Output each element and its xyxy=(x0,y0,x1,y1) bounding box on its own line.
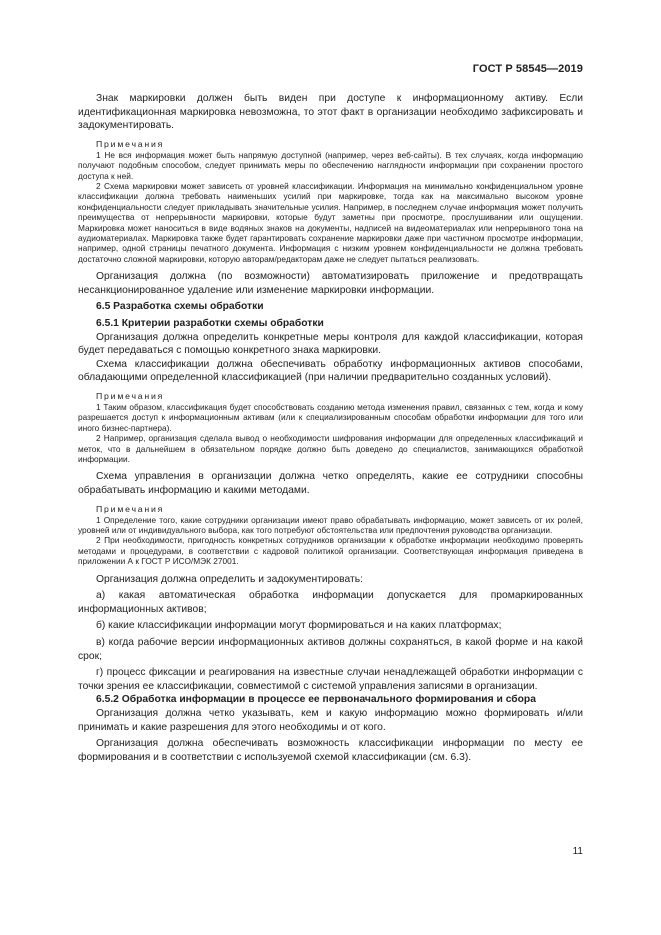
notes-title: Примечания xyxy=(96,138,165,149)
paragraph-who-can-form: Организация должна четко указывать, кем и какую информацию можно формировать и/или принимать и какие разрешения для этого необходимы и от кого. xyxy=(78,708,583,733)
paragraph-define-document: Организация должна определить и задокументировать: xyxy=(96,573,363,585)
paragraph-classification-scheme: Схема классификации должна обеспечивать обработку информационных активов способами, обладающими определенной классификацией (при наличии предварительно созданных условий). xyxy=(78,358,583,384)
note-1: 1 Не вся информация может быть напрямую доступной (например, через веб-сайты). В тех случаях, когда информацию получают подобным способом, следует принимать меры по обеспечению наглядности информации при сохранении простого доступа к ней. xyxy=(78,149,583,181)
paragraph-classification-at-origin: Организация должна обеспечивать возможность классификации информации по месту ее формирования и в соответствии с используемой схемой классификации (см. 6.3). xyxy=(78,738,583,763)
note-2: 2 Например, организация сделала вывод о необходимости шифрования информации для определенных классификаций и меток, что в дальнейшем в обязательном порядке должно быть доведено до специалистов, занимающихся обработкой информации. xyxy=(78,433,583,465)
paragraph-marking-visible: Знак маркировки должен быть виден при доступе к информационному активу. Если идентификационная маркировка невозможна, то этот факт в организации необходимо зафиксировать и задокументировать. xyxy=(78,93,583,132)
list-item-v: в) когда рабочие версии информационных активов должны сохраняться, в какой форме и на какой срок; xyxy=(78,637,583,662)
notes-title: Примечания xyxy=(96,391,165,401)
paragraph-automate-marking: Организация должна (по возможности) автоматизировать приложение и предотвращать несанкционированное удаление или изменение маркировки информации. xyxy=(78,271,583,296)
subsection-heading-6-5-2: 6.5.2 Обработка информации в процессе ее первоначального формирования и сбора xyxy=(96,694,536,706)
note-2: 2 Схема маркировки может зависеть от уровней классификации. Информация на минимально конфиденциальном уровне классификации должна требовать наименьших усилий при маркировке, тогда как на максимально высоком уровне конфиденциальности следует прикладывать значительные усилия. Например, в последнем случае информация может получить преимущества от непрерывности маркировки, которые будут заметны при просмотре, прослушивании или ощущении. Маркировка может наноситься в виде водяных знаков на документы, надписей на видеоматериалах или непрерывного тона на аудиоматериалах. Маркировка также будет гарантировать сохранение маркировки даже при частичном просмотре информации, например, одной страницы печатного документа. Информация с низким уровнем конфиденциальности не должна требовать достаточно сложной маркировки, которую авторам/редакторам даже не следует пытаться реализовать. xyxy=(78,181,583,264)
document-code-header: ГОСТ Р 58545—2019 xyxy=(472,63,583,75)
paragraph-management-scheme: Схема управления в организации должна четко определять, какие ее сотрудники способны обрабатывать информацию и какими методами. xyxy=(78,471,583,497)
list-item-b: б) какие классификации информации могут формироваться и на каких платформах; xyxy=(96,620,502,632)
paragraph-control-measures: Организация должна определить конкретные меры контроля для каждой классификации, которая будет передаваться с помощью конкретного знака маркировки. xyxy=(78,331,583,357)
notes-title: Примечания xyxy=(96,503,165,514)
list-item-g: г) процесс фиксации и реагирования на известные случаи ненадлежащей обработки информации с точки зрения ее классификации, совместимой с системой управления записями в организации. xyxy=(78,667,583,692)
note-1: 1 Таким образом, классификация будет способствовать созданию метода изменения правил, связанных с тем, когда и кому разрешается доступ к информационным активам (или к специализированным способам обработки информации для того или иного бизнес-партнера). xyxy=(78,402,583,433)
page-content xyxy=(78,92,583,764)
list-item-a: а) какая автоматическая обработка информации допускается для промаркированных информационных активов; xyxy=(78,590,583,615)
note-2: 2 При необходимости, пригодность конкретных сотрудников организации к обработке информации необходимо проверять методами и процедурами, в соответствии с кадровой политикой организации. Соответствующая информация приведена в приложении А к ГОСТ Р ИСО/МЭК 27001. xyxy=(78,535,583,567)
note-1: 1 Определение того, какие сотрудники организации имеют право обрабатывать информацию, может зависеть от их ролей, уровней или от индивидуального выбора, как того потребуют обстоятельства или предпочтения руководства организации. xyxy=(78,514,583,536)
subsection-heading-6-5-1: 6.5.1 Критерии разработки схемы обработки xyxy=(96,318,324,330)
section-heading-6-5: 6.5 Разработка схемы обработки xyxy=(96,301,264,313)
page-number: 11 xyxy=(572,846,583,857)
